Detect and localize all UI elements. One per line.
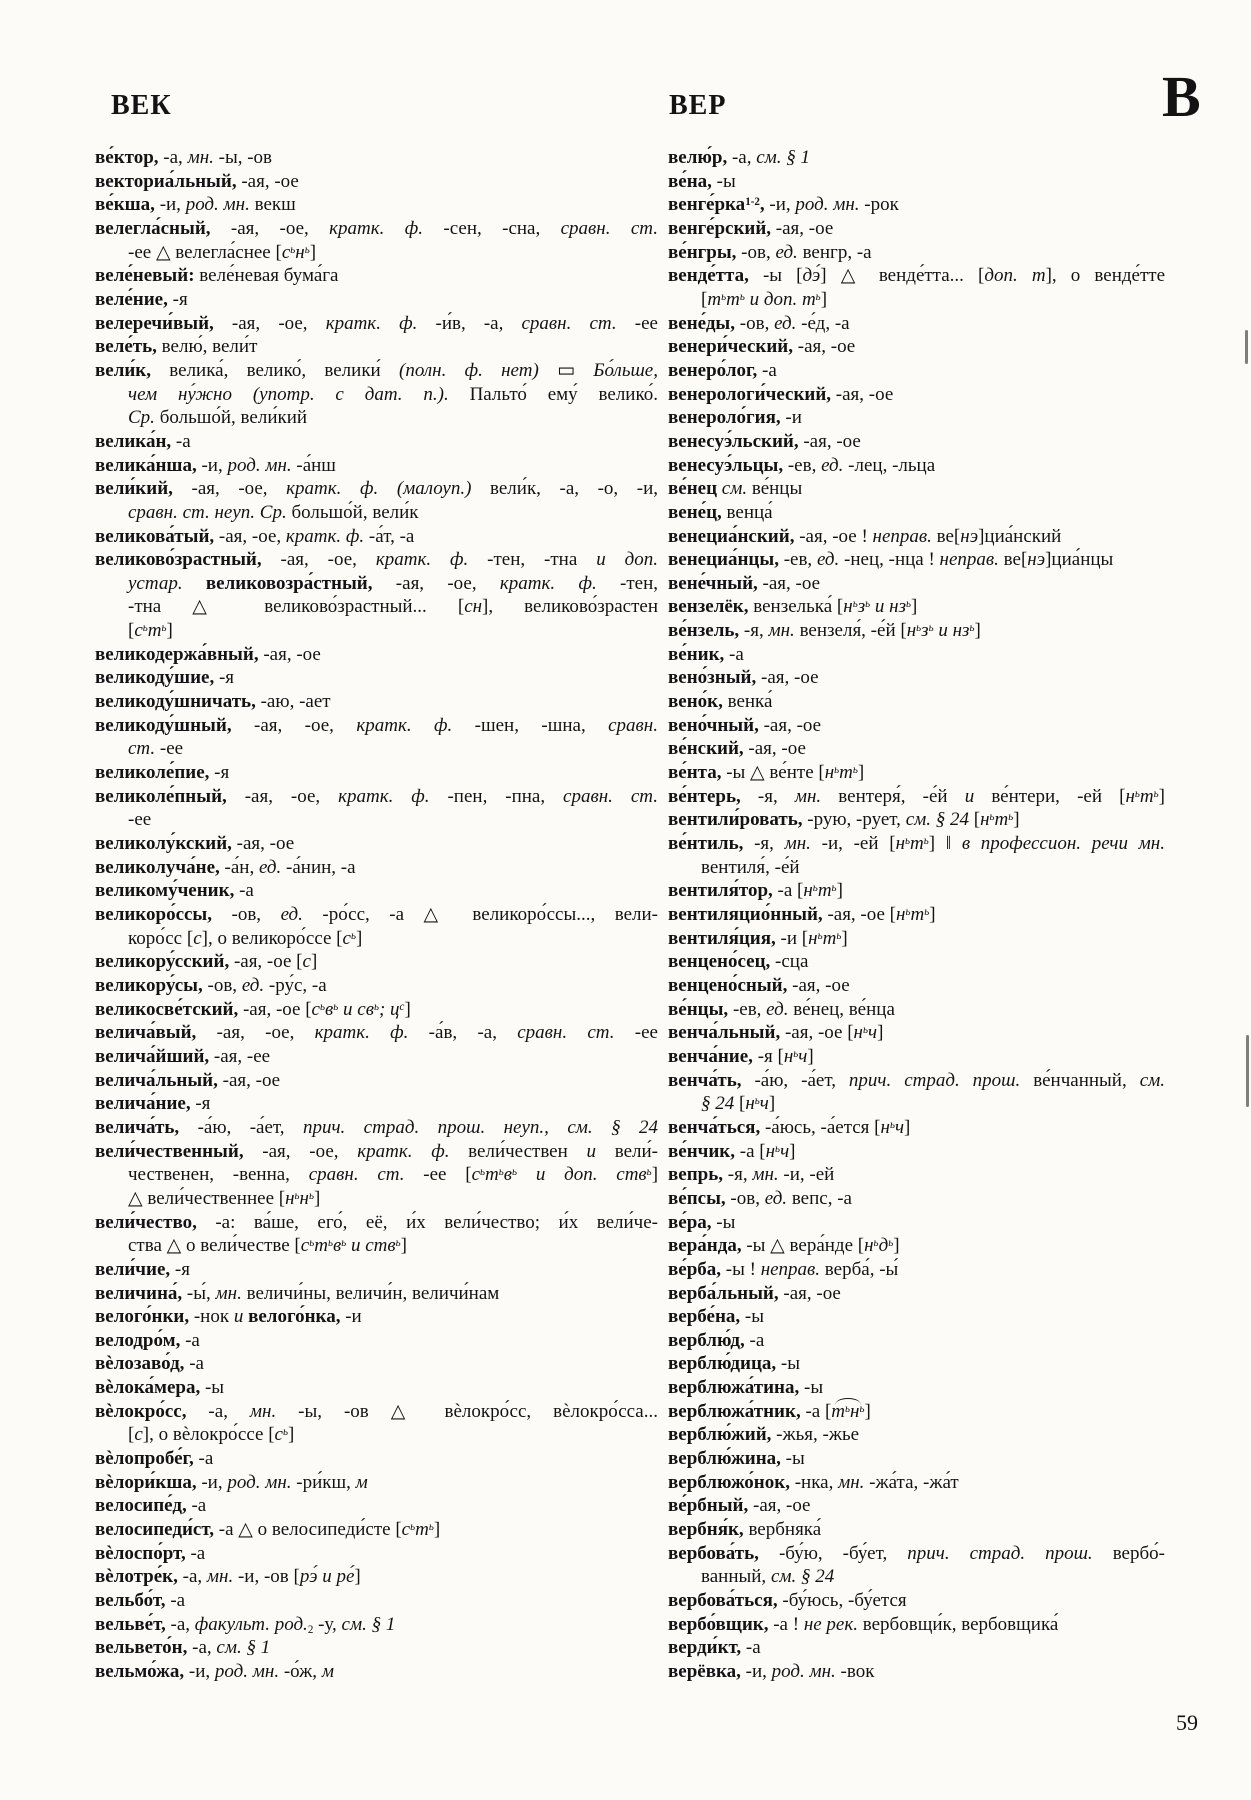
entry-line: сравн. ст. неуп. Ср. большо́й, вели́к (128, 501, 419, 523)
entry-line: вене́чный, -ая, -ое (668, 572, 821, 594)
entry-line: велого́нки, -нок и велого́нка, -и (95, 1306, 362, 1328)
entry-line: веле́невый: веле́невая бума́га (95, 265, 339, 287)
entry-line: венцено́сец, -сца (668, 951, 809, 973)
entry-line: верблю́жина, -ы (668, 1448, 805, 1470)
entry-line: коро́сс [с], о великоро́ссе $[с^ь]$ (128, 927, 363, 949)
entry-line: § 24 $[н^ьч]$ (701, 1093, 776, 1115)
entry-line: вербня́к, вербняка́ (668, 1519, 822, 1541)
entry-line: -ее △ велегла́снее $[с^ьн^ь]$ (128, 241, 317, 263)
entry-line: верблю́дица, -ы (668, 1353, 800, 1375)
entry-line: верблюжо́нок, -нка, мн. -жа́та, -жа́т (668, 1471, 959, 1493)
entry-line: венерологи́ческий, -ая, -ое (668, 383, 894, 405)
entry-line: великоле́пный, -ая, -ое, кратк. ф. -пен, -пна, сравн. ст. (95, 785, 658, 807)
entry-line: велосипе́д, -а (95, 1495, 207, 1517)
entry-line: △ вели́чественнее $[н^ьн^ь]$ (128, 1187, 321, 1209)
entry-line: ве́нгры, -ов, ед. венгр, -а (668, 241, 872, 263)
entry-line: вели́чественный, -ая, -ое, кратк. ф. вели́чествен и вели́- (95, 1140, 658, 1162)
entry-line: велича́вый, -ая, -ое, кратк. ф. -а́в, -а, сравн. ст. -ее (95, 1022, 658, 1044)
entry-line: верблю́жий, -жья, -жье (668, 1424, 860, 1446)
entry-line: велосипеди́ст, -а △ о велосипеди́сте $[с^ьт^ь]$ (95, 1519, 441, 1541)
entry-line: великово́зрастный, -ая, -ое, кратк. ф. -тен, -тна и доп. (95, 549, 658, 571)
entry-line: ванный, см. § 24 (701, 1566, 835, 1588)
entry-line: вербова́ться, -бу́юсь, -бу́ется (668, 1590, 907, 1612)
entry-line: вентили́ровать, -рую, -рует, см. § 24 $[н^ьт^ь]$ (668, 809, 1020, 831)
entry-line: верёвка, -и, род. мн. -вок (668, 1661, 875, 1682)
entry-line: верди́кт, -а (668, 1637, 761, 1659)
entry-line: венероло́гия, -и (668, 407, 802, 429)
entry-line: вербе́на, -ы (668, 1306, 764, 1328)
entry-line: ве́нта, -ы △ ве́нте $[н^ьт^ь]$ (668, 762, 865, 784)
entry-line: ве́нтиль, -я, мн. -и, -ей $[н^ьт^ь]$ ‖ в профессион. речи мн. (668, 833, 1165, 855)
entry-line: вельвето́н, -а, см. § 1 (95, 1637, 271, 1659)
entry-line: [с], о вѐлокро́ссе $[с^ь]$ (128, 1424, 295, 1446)
entry-line: вентиля́, -е́й (701, 856, 800, 878)
entry-line: венде́тта, -ы [дэ́] △ венде́тта... [доп. т], о венде́тте (668, 265, 1165, 287)
entry-line: ве́нчик, -а $[н^ьч]$ (668, 1140, 796, 1162)
entry-line: венесуэ́льцы, -ев, ед. -лец, -льца (668, 454, 936, 476)
entry-line: вѐлоспо́рт, -а (95, 1542, 206, 1564)
scan-artifact (1245, 330, 1248, 364)
entry-line: -тна △ великово́зрастный... [сн], великово́зрастен (128, 596, 658, 618)
left-column (95, 146, 658, 1684)
entry-line: ве́кша, -и, род. мн. векш (95, 194, 296, 216)
entry-line: вѐлокро́сс, -а, мн. -ы, -ов △ вѐлокро́сс, вѐлокро́сса... (95, 1400, 658, 1422)
entry-line: великолу́кский, -ая, -ое (95, 833, 295, 855)
entry-line: великоле́пие, -я (95, 762, 230, 784)
entry-line: велодро́м, -а (95, 1329, 200, 1351)
entry-line: венециа́нский, -ая, -ое ! неправ. ве[нэ]циа́нский (668, 525, 1062, 547)
entry-line: венециа́нцы, -ев, ед. -нец, -нца ! неправ. ве[нэ]циа́нцы (668, 549, 1114, 571)
entry-line: венча́ться, -а́юсь, -а́ется $[н^ьч]$ (668, 1116, 911, 1138)
entry-line: великосве́тский, -ая, -ое [$с^ьв^ь$ и $св^ь$; $ц^с$] (95, 998, 411, 1020)
entry-line: вели́к, велика́, велико́, велики́ (полн. ф. нет) ▭ Бо́льше, (95, 359, 658, 381)
entry-line: -ее (128, 809, 152, 831)
entry-line: вентиля́тор, -а $[н^ьт^ь]$ (668, 880, 843, 902)
right-column (668, 146, 1165, 1684)
entry-line: вельве́т, -а, факульт. $род._2$ -у, см. § 1 (95, 1613, 396, 1636)
entry-line: венери́ческий, -ая, -ое (668, 336, 856, 358)
entry-line: ве́нец см. ве́нцы (668, 478, 803, 500)
entry-line: великоду́шие, -я (95, 667, 235, 689)
entry-line: велика́нша, -и, род. мн. -а́нш (95, 454, 336, 476)
entry-line: ве́рбный, -ая, -ое (668, 1495, 811, 1517)
entry-line: велича́ть, -а́ю, -а́ет, прич. страд. прош. неуп., см. § 24 (95, 1116, 658, 1138)
entry-line: [$т^ьт^ь$ и доп. $т^ь$] (701, 288, 828, 310)
entry-line: вентиляцио́нный, -ая, -ое $[н^ьт^ь]$ (668, 904, 936, 925)
entry-line: вели́чие, -я (95, 1258, 190, 1280)
entry-line: ве́нский, -ая, -ое (668, 738, 806, 760)
scan-artifact (1246, 1035, 1249, 1107)
entry-line: великоду́шный, -ая, -ое, кратк. ф. -шен, -шна, сравн. (95, 714, 658, 736)
entry-line: венцено́сный, -ая, -ое (668, 974, 850, 996)
entry-line: вера́нда, -ы △ вера́нде $[н^ьд^ь]$ (668, 1235, 900, 1257)
entry-line: веле́ть, велю́, вели́т (95, 336, 258, 358)
entry-line: велича́ние, -я (95, 1093, 211, 1115)
entry-line: вѐлозаво́д, -а (95, 1353, 204, 1375)
entry-line: великова́тый, -ая, -ое, кратк. ф. -а́т, -а (95, 525, 415, 547)
entry-line: вербова́ть, -бу́ю, -бу́ет, прич. страд. прош. вербо́- (668, 1542, 1165, 1564)
entry-line: верблю́д, -а (668, 1329, 765, 1351)
entry-line: веле́ние, -я (95, 288, 188, 310)
entry-line: чественен, -венна, сравн. ст. -ее [$с^ьт^ьв^ь$ и доп. ств$^ь$] (128, 1164, 659, 1186)
entry-line: венча́ть, -а́ю, -а́ет, прич. страд. прош. ве́нчанный, см. (668, 1069, 1165, 1091)
entry-line: устар. великовозра́стный, -ая, -ое, кратк. ф. -тен, (128, 572, 658, 594)
entry-line: ве́нтерь, -я, мн. вентеря́, -е́й и ве́нтери, -ей $[н^ьт^ь]$ (668, 785, 1165, 807)
entry-line: велича́льный, -ая, -ое (95, 1069, 281, 1091)
entry-line: великодержа́вный, -ая, -ое (95, 643, 321, 665)
right-column-header: ВЕР (669, 90, 727, 121)
page-number: 59 (1176, 1710, 1198, 1735)
entry-line: ве́псы, -ов, ед. вепс, -а (668, 1187, 852, 1209)
entry-line: $[с^ьт^ь]$ (128, 620, 173, 642)
left-column-header: ВЕК (111, 90, 172, 121)
entry-line: верблюжа́тина, -ы (668, 1377, 824, 1399)
entry-line: вено́к, венка́ (668, 691, 773, 713)
tie-arc: $т^ьн^ь$ (831, 1400, 865, 1422)
entry-line: вене́ц, венца́ (668, 501, 773, 523)
entry-line: вентиля́ция, -и $[н^ьт^ь]$ (668, 927, 848, 949)
entry-line: великору́сский, -ая, -ое [с] (95, 951, 318, 973)
entry-line: велеречи́вый, -ая, -ое, кратк. ф. -и́в, -а, сравн. ст. -ее (95, 312, 658, 334)
entry-line: вензелёк, вензелька́ [$н^ьз^ь$ и $нз^ь$] (668, 596, 918, 618)
entry-line: вели́кий, -ая, -ое, кратк. ф. (малоуп.) вели́к, -а, -о, -и, (95, 478, 658, 500)
entry-line: ве́нцы, -ев, ед. ве́нец, ве́нца (668, 998, 895, 1020)
entry-line: венге́рский, -ая, -ое (668, 217, 834, 239)
entry-line: величина́, -ы́, мн. величи́ны, величи́н, величи́нам (95, 1282, 500, 1304)
entry-line: великоро́ссы, -ов, ед. -ро́сс, -а △ великоро́ссы..., вели- (95, 904, 658, 925)
entry-line: венча́ние, -я $[н^ьч]$ (668, 1045, 814, 1067)
entry-line: венча́льный, -ая, -ое $[н^ьч]$ (668, 1022, 884, 1044)
entry-line: велика́н, -а (95, 430, 191, 452)
entry-line: вѐлопробе́г, -а (95, 1448, 214, 1470)
entry-line: ства △ о вели́честве [$с^ьт^ьв^ь$ и ств$^ь$] (128, 1235, 407, 1257)
entry-line: великому́ченик, -а (95, 880, 254, 902)
entry-line: венге́рка$^{1-2}$, -и, род. мн. -рок (668, 194, 899, 216)
entry-line: велича́йший, -ая, -ее (95, 1045, 271, 1067)
entry-line: великолуча́не, -а́н, ед. -а́нин, -а (95, 856, 356, 878)
entry-line: Ср. большо́й, вели́кий (128, 407, 308, 429)
entry-line: вѐлори́кша, -и, род. мн. -ри́кш, м (95, 1471, 368, 1493)
entry-line: великоду́шничать, -аю, -ает (95, 691, 331, 713)
entry-line: чем ну́жно (употр. с дат. п.). Пальто́ ему́ велико́. (128, 383, 658, 405)
entry-line: ве́нзель, -я, мн. вензеля́, -е́й [$н^ьз^ь$ и $нз^ь$] (668, 620, 981, 642)
entry-line: вено́зный, -ая, -ое (668, 667, 819, 689)
entry-line: велю́р, -а, см. § 1 (668, 147, 811, 168)
entry-line: вѐлока́мера, -ы (95, 1377, 225, 1399)
entry-line: верблюжа́тник, -а $[т^ьн^ь]$ (668, 1400, 871, 1422)
entry-line: вено́чный, -ая, -ое (668, 714, 822, 736)
entry-line: векториа́льный, -ая, -ое (95, 170, 299, 192)
entry-line: венеро́лог, -а (668, 359, 777, 381)
entry-line: вельбо́т, -а (95, 1590, 186, 1612)
entry-line: вели́чество, -а: ва́ше, его́, её, и́х вели́чество; и́х вели́че- (95, 1211, 658, 1233)
entry-line: верба́льный, -ая, -ое (668, 1282, 841, 1304)
entry-line: ве́на, -ы (668, 170, 736, 192)
entry-line: ст. -ее (128, 738, 184, 760)
entry-line: вѐлотре́к, -а, мн. -и, -ов [рэ́ и ре́] (95, 1566, 361, 1588)
entry-line: венесуэ́льский, -ая, -ое (668, 430, 861, 452)
entry-line: вене́ды, -ов, ед. -е́д, -а (668, 312, 850, 334)
entry-line: ве́ник, -а (668, 643, 744, 665)
entry-line: велегла́сный, -ая, -ое, кратк. ф. -сен, -сна, сравн. ст. (95, 217, 658, 239)
entry-line: ве́рба, -ы ! неправ. верба́, -ы́ (668, 1258, 899, 1280)
entry-line: вепрь, -я, мн. -и, -ей (668, 1164, 835, 1186)
entry-line: вербо́вщик, -а ! не рек. вербовщи́к, вербовщика́ (668, 1613, 1059, 1635)
entry-line: ве́ктор, -а, мн. -ы, -ов (95, 147, 273, 168)
entry-line: ве́ра, -ы (668, 1211, 736, 1233)
entry-line: вельмо́жа, -и, род. мн. -о́ж, м (95, 1661, 334, 1682)
section-letter: В (1162, 64, 1201, 129)
entry-line: великору́сы, -ов, ед. -ру́с, -а (95, 974, 327, 996)
